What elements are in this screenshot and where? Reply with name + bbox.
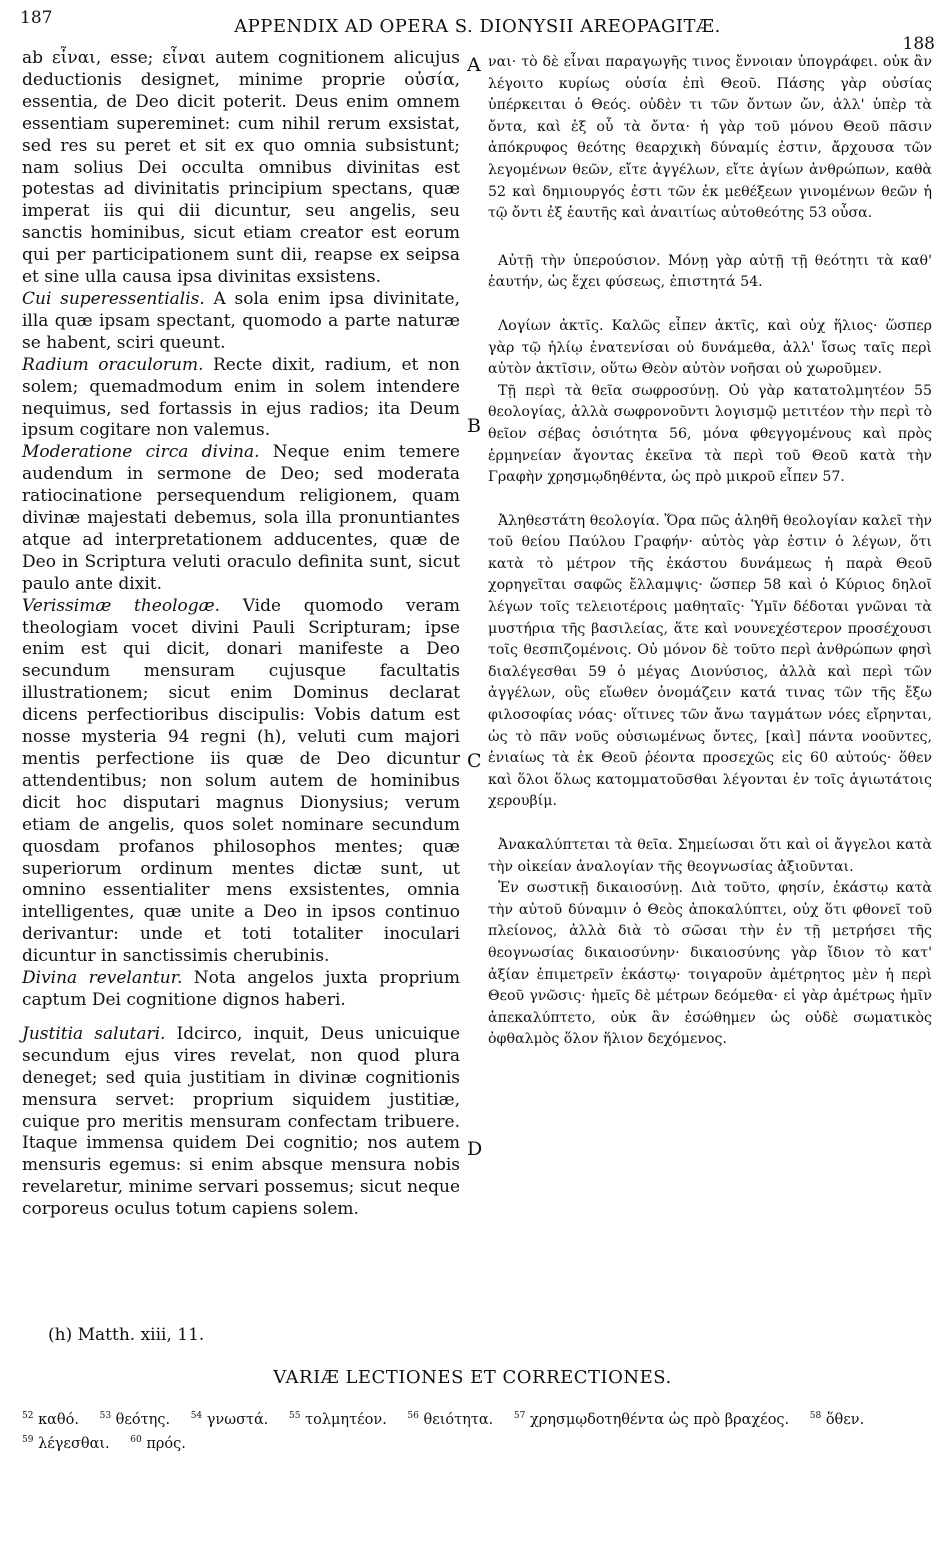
latin-column [22, 48, 460, 1221]
margin-letter-a: A [467, 54, 481, 76]
variant-reading: $^{58}$ ὅθεν. [809, 1411, 865, 1428]
variant-reading: $^{56}$ θειότητα. [407, 1411, 494, 1428]
greek-paragraph: Ἀνακαλύπτεται τὰ θεῖα. Σημείωσαι ὅτι καὶ οἱ ἄγγελοι κατὰ τὴν οἰκείαν ἀναλογίαν τῆς θεογνωσίας ἀξιοῦνται. [488, 837, 932, 875]
page-number-left: 187 [20, 8, 53, 28]
greek-paragraph: Ἐν σωστικῇ δικαιοσύνῃ. Διὰ τοῦτο, φησίν, ἑκάστῳ κατὰ τὴν αὐτοῦ δύναμιν ὁ Θεὸς ἀποκαλύπτει, οὐχ ὅτι φθονεῖ τοῦ πλείονος, ἀλλὰ διὰ τὸ σῶσαι τὴν ἐν τῇ μετρήσει τῆς θεογνωσίας δικαιοσύνην· δικαιοσύνης γὰρ ἴδιον τὸ κατ' ἀξίαν ἐπιμετρεῖν ἑκάστῳ· τοιγαροῦν ἀμέτρητος μὲν ἡ περὶ Θεοῦ γνῶσις· ἡμεῖς δὲ μέτρων δεόμεθα· εἰ γὰρ ἀμέτρως ἡμῖν ἀπεκαλύπτετο, οὐκ ἂν ἐσώθημεν ὡς οὐδὲ σωματικὸς ὀφθαλμὸς ὅλον ἥλιον δεχόμενος. [488, 880, 932, 1048]
latin-paragraph: Divina revelantur. Nota angelos juxta proprium captum Dei cognitione dignos haberi. [22, 968, 460, 1010]
footnote: (h) Matth. xiii, 11. [48, 1325, 205, 1345]
latin-paragraph: Verissimæ theologæ. Vide quomodo veram theologiam vocet divini Pauli Scripturam; ipse enim est qui dicit, donari manifeste a Deo secundum mensuram cujusque facultatis illustrationem; sicut enim Dominus declarat dicens perfectioribus discipulis: Vobis datum est nosse mysteria 94 regni (h), veluti cum majori mentis perfectione iis quæ de Deo dicuntur attendentibus; non solum autem de hominibus dicit hoc disputari magnus Dionysius; verum etiam de angelis, quos solet nominare secundum quosdam profanos philosophos mentes; quæ superiorum ordinum mentes dictæ sunt, ut omnino essentialiter mens exsistentes, omnia intelligentes, quæ unite a Deo in ipsos continuo derivantur: unde et toti totaliter inoculari dicuntur in sanctissimis cherubinis. [22, 595, 460, 967]
latin-paragraph: ab εἶναι, esse; εἶναι autem cognitionem alicujus deductionis designet, minime proprie οὐσία, essentia, de Deo dicit poterit. Deus enim omnem essentiam supereminet: cum nihil rerum exsistat, sed res su peret et sit ex quo omnia subsistunt; nam solius Dei occulta omnibus divinitas est potestas ad divinitatis principium spectans, quæ imperat iis qui dii dicuntur, seu angelis, seu sanctis hominibus, sicut etiam creator est eorum qui per participationem sunt dii, reapse ex seipsa et sine ulla causa ipsa divinitas exsistens. [22, 48, 460, 288]
variant-reading: $^{54}$ γνωστά. [190, 1411, 269, 1428]
greek-paragraph: ναι· τὸ δὲ εἶναι παραγωγῆς τινος ἔννοιαν ὑπογράφει. οὐκ ἂν λέγοιτο κυρίως οὐσία ἐπὶ Θεοῦ. Πάσης γὰρ οὐσίας ὑπέρκειται ὁ Θεός. οὐδὲν τι τῶν ὄντων ὤν, ἀλλ' ὑπὲρ τὰ ὄντα, καὶ ἐξ οὗ τὰ ὄντα· ἡ γὰρ τοῦ μόνου Θεοῦ πᾶσιν ἀπόκρυφος θεότης θεαρχικὴ δύναμίς ἐστιν, ἄρχουσα τῶν λεγομένων θεῶν, εἴτε ἀγγέλων, εἴτε ἁγίων ἀνθρώπων, καθὰ 52 καὶ δημιουργός ἐστι τῶν ἐκ μεθέξεων γινομένων θεῶν ἡ τῷ ὄντι ἐξ ἑαυτῆς καὶ ἀναιτίως αὐτοθεότης 53 οὖσα. [488, 54, 932, 222]
page-header [20, 8, 935, 54]
variant-reading: $^{55}$ τολμητέον. [289, 1411, 387, 1428]
greek-column [488, 52, 932, 1051]
running-title: APPENDIX AD OPERA S. DIONYSII AREOPAGITÆ. [234, 16, 721, 37]
section-title: VARIÆ LECTIONES ET CORRECTIONES. [273, 1367, 672, 1388]
latin-paragraph: Radium oraculorum. Recte dixit, radium, et non solem; quemadmodum enim in solem intendere nequimus, sed fortassis in ejus radios; ita Deum ipsum cogitare non valemus. [22, 354, 461, 441]
page-number-right: 188 [902, 34, 935, 54]
variant-reading: $^{60}$ πρός. [130, 1434, 186, 1452]
margin-letter-b: B [467, 415, 481, 437]
greek-paragraph: Αὐτῇ τὴν ὑπερούσιον. Μόνῃ γὰρ αὐτῇ τῇ θεότητι τὰ καθ' ἑαυτήν, ὡς ἔχει φύσεως, ἐπιστητά 54. [488, 252, 932, 291]
greek-paragraph: Λογίων ἀκτῖς. Καλῶς εἶπεν ἀκτῖς, καὶ οὐχ ἥλιος· ὥσπερ γὰρ τῷ ἡλίῳ ἐνατενίσαι οὐ δυνάμεθα, ἀλλ' ἴσως ταῖς περὶ αὐτὸν ἀκτῖσιν, οὕτω Θεὸν αὐτὸν νοῆσαι οὐ χωροῦμεν. [488, 317, 932, 378]
variant-reading: $^{57}$ χρησμῳδοτηθέντα ὡς πρὸ βραχέος. [513, 1411, 790, 1428]
greek-paragraph: Ἀληθεστάτη θεολογία. Ὅρα πῶς ἀληθῆ θεολογίαν καλεῖ τὴν τοῦ θείου Παύλου Γραφήν· αὐτὸς γὰρ ἐστιν ὁ λέγων, ὅτι κατὰ τὸ μέτρον τῆς ἑκάστου δυνάμεως ἡ παρὰ Θεοῦ χορηγεῖται σαφῶς ἔλλαμψις· ὥσπερ 58 καὶ ὁ Κύριος δηλοῖ λέγων τοῖς τελειοτέροις μαθηταῖς· Ὑμῖν δέδοται γνῶναι τὰ μυστήρια τῆς βασιλείας, ἅτε καὶ νουνεχέστερον προσέχουσι τοῖς θεσπιζομένοις. Οὐ μόνον δὲ τοῦτο περὶ ἀνθρώπων φησὶ διαλέγεσθαι 59 ὁ μέγας Διονύσιος, ἀλλὰ καὶ περὶ τῶν ἀγγέλων, οὓς εἴωθεν ὀνομάζειν κατά τινας τῶν τῆς ἔξω φιλοσοφίας νόας· οἵτινες τῶν ἄνω ταγμάτων νόες εἴρηνται, ὡς τὸ πᾶν νοῦς οὐσιωμένως ὄντες, [καὶ] πάντα νοοῦντες, ἑνιαίως τὰ ἐκ Θεοῦ ῥέοντα προσεχῶς εἰς 60 αὐτούς· ὅθεν καὶ ὅλοι ὅλως κατομματοῦσθαι λέγονται ἐν τοῖς ἁγιωτάτοις χερουβίμ. [488, 512, 932, 810]
margin-letter-d: D [467, 1138, 483, 1160]
variant-reading: $^{52}$ καθό. [22, 1411, 79, 1428]
latin-paragraph: Justitia salutari. Idcirco, inquit, Deus unicuique secundum ejus vires revelat, non quod plura deneget; sed quia justitiam in divinæ cognitionis mensura servet: proprium siquidem justitiæ, cuique pro meritis mensuram confectam tribuere. Itaque immensa quidem Dei cognitio; nos autem mensuris egemus: si enim absque mensura nobis revelaretur, minime servari possemus; sicut neque corporeus oculus totum capiens solem. [22, 1023, 461, 1220]
variant-reading: $^{59}$ λέγεσθαι. [22, 1434, 110, 1452]
greek-paragraph: Τῇ περὶ τὰ θεῖα σωφροσύνῃ. Οὐ γὰρ κατατολμητέον 55 θεολογίας, ἀλλὰ σωφρονοῦντι λογισμῷ μετιτέον τὴν περὶ τὸ θεῖον σέβας ὁσιότητα 56, μόνα φθεγγομένους καὶ πρὸς ἑρμηνείαν ἄγοντας ἐκεῖνα τὰ περὶ τοῦ Θεοῦ κατὰ τὴν Γραφὴν χρησμῳδηθέντα, ὡς πρὸ μικροῦ εἶπεν 57. [488, 382, 932, 486]
latin-paragraph: Moderatione circa divina. Neque enim temere audendum in sermone de Deo; sed moderata ratiocinatione persequendum religionem, quam divinæ majestati debemus, sola illa pronuntiantes atque ad interpretationem adducentes, quæ de Deo in Scriptura veluti oraculo definita sunt, sicut paulo ante dixit. [22, 442, 460, 594]
latin-paragraph: Cui superessentialis. A sola enim ipsa divinitate, illa quæ ipsam spectant, quomodo a parte naturæ se habent, sciri queunt. [22, 288, 460, 353]
variae-lectiones [22, 1406, 934, 1454]
margin-letter-c: C [467, 750, 482, 772]
variant-reading: $^{53}$ θεότης. [99, 1411, 171, 1428]
